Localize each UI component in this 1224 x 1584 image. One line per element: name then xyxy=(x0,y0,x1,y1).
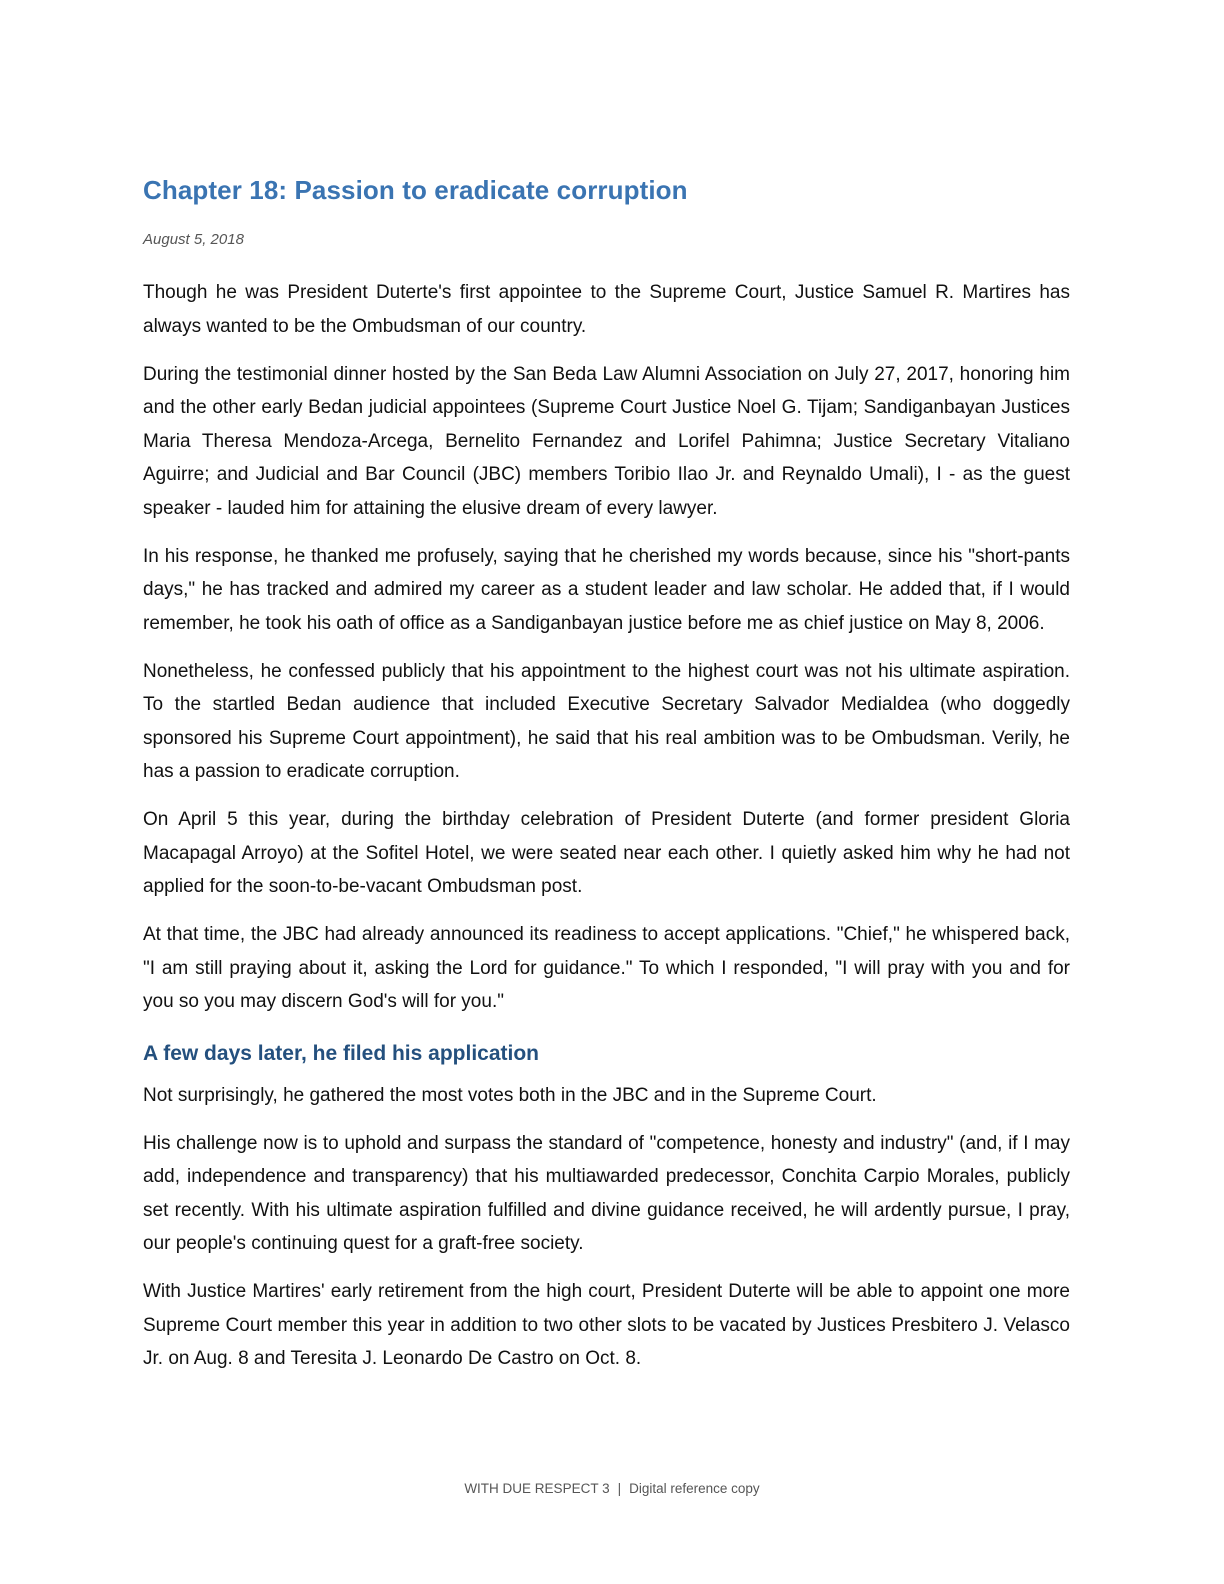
chapter-title: Chapter 18: Passion to eradicate corruption xyxy=(143,175,688,205)
paragraph: Not surprisingly, he gathered the most votes both in the JBC and in the Supreme Court. xyxy=(143,1084,877,1106)
paragraph: On April 5 this year, during the birthday celebration of President Duterte (and former president Gloria Macapagal Arroyo) at the Sofitel Hotel, we were seated near each other. I quietly asked him why he had not applied for the soon-to-be-vacant Ombudsman post. xyxy=(143,809,1070,897)
paragraph: With Justice Martires' early retirement from the high court, President Duterte will be able to appoint one more Supreme Court member this year in addition to two other slots to be vacated by Justices Presbitero J. Velasco Jr. on Aug. 8 and Teresita J. Leonardo De Castro on Oct. 8. xyxy=(143,1281,1070,1369)
paragraph: Nonetheless, he confessed publicly that his appointment to the highest court was not his ultimate aspiration. To the startled Bedan audience that included Executive Secretary Salvador Medialdea (who doggedly sponsored his Supreme Court appointment), he said that his real ambition was to be Ombudsman. Verily, he has a passion to eradicate corruption. xyxy=(143,660,1070,782)
publication-date: August 5, 2018 xyxy=(143,231,244,248)
footer-copy-note: Digital reference copy xyxy=(629,1481,760,1496)
paragraph: In his response, he thanked me profusely, saying that he cherished my words because, since his "short-pants days," he has tracked and admired my career as a student leader and law scholar. He added that, if I would remember, he took his oath of office as a Sandiganbayan justice before me as chief justice on May 8, 2006. xyxy=(143,545,1070,634)
paragraph: At that time, the JBC had already announced its readiness to accept applications. "Chief," he whispered back, "I am still praying about it, asking the Lord for guidance." To which I responded, "I will pray with you and for you so you may discern God's will for you." xyxy=(143,924,1070,1012)
page-footer xyxy=(0,1479,1224,1499)
paragraph: Though he was President Duterte's first appointee to the Supreme Court, Justice Samuel R. Martires has always wanted to be the Ombudsman of our country. xyxy=(143,282,1070,337)
paragraph: His challenge now is to uphold and surpass the standard of "competence, honesty and industry" (and, if I may add, independence and transparency) that his multiawarded predecessor, Conchita Carpio Morales, publicly set recently. With his ultimate aspiration fulfilled and divine guidance received, he will ardently pursue, I pray, our people's continuing quest for a graft-free society. xyxy=(143,1132,1070,1254)
section-subheading: A few days later, he filed his application xyxy=(143,1041,539,1065)
document-page xyxy=(143,172,1070,1390)
footer-separator: | xyxy=(617,1481,622,1496)
paragraph: During the testimonial dinner hosted by the San Beda Law Alumni Association on July 27, 2017, honoring him and the other early Bedan judicial appointees (Supreme Court Justice Noel G. Tijam; Sandiganbayan Justices Maria Theresa Mendoza-Arcega, Bernelito Fernandez and Lorifel Pahimna; Justice Secretary Vitaliano Aguirre; and Judicial and Bar Council (JBC) members Toribio Ilao Jr. and Reynaldo Umali), I - as the guest speaker - lauded him for attaining the elusive dream of every lawyer. xyxy=(143,363,1070,519)
footer-running-title: WITH DUE RESPECT 3 xyxy=(464,1481,610,1496)
